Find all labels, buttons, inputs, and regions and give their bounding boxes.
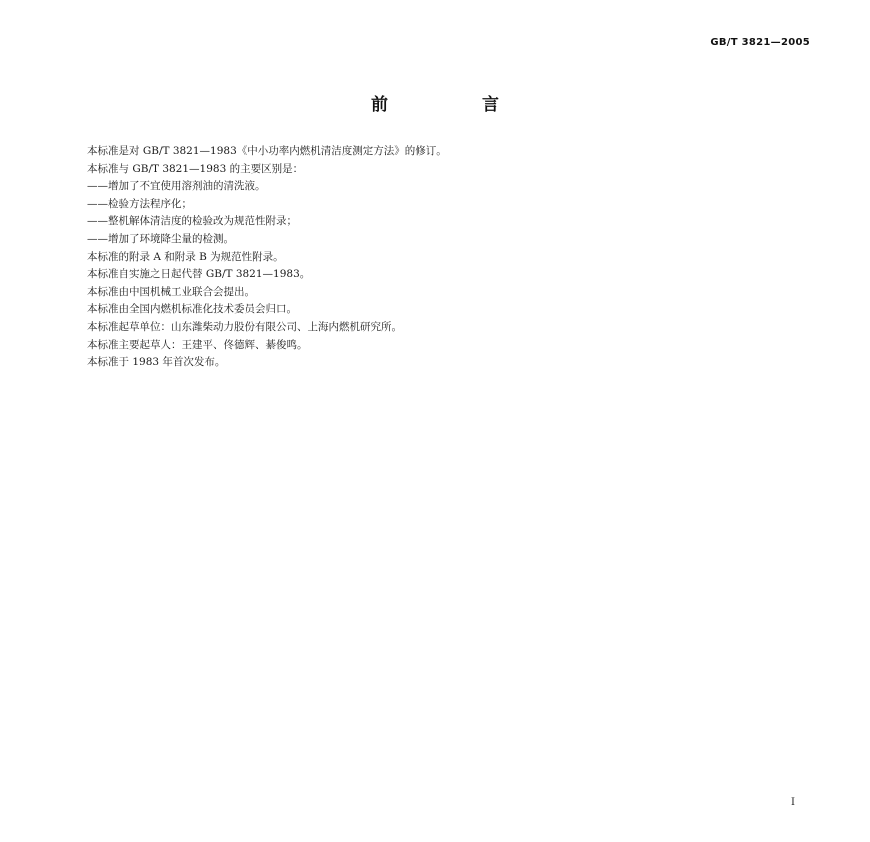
foreword-line: ——检验方法程序化； <box>87 197 192 210</box>
foreword-body <box>87 143 787 372</box>
foreword-line: 本标准自实施之日起代替 GB/T 3821—1983。 <box>87 268 311 281</box>
foreword-line: 本标准主要起草人：王建平、佟德辉、綦俊鸣。 <box>87 338 308 351</box>
foreword-title: 前 言 <box>371 95 543 115</box>
foreword-line: 本标准由全国内燃机标准化技术委员会归口。 <box>87 303 297 316</box>
foreword-line: 本标准的附录 A 和附录 B 为规范性附录。 <box>87 250 284 263</box>
foreword-line: 本标准由中国机械工业联合会提出。 <box>87 285 255 298</box>
foreword-line: 本标准起草单位：山东潍柴动力股份有限公司、上海内燃机研究所。 <box>87 320 402 333</box>
foreword-line: 本标准与 GB/T 3821—1983 的主要区别是： <box>87 162 304 175</box>
foreword-line: 本标准是对 GB/T 3821—1983《中小功率内燃机清洁度测定方法》的修订。 <box>87 145 447 157</box>
foreword-line: ——增加了不宜使用溶剂油的清洗液。 <box>87 180 266 193</box>
foreword-line: 本标准于 1983 年首次发布。 <box>87 356 226 369</box>
foreword-line: ——增加了环境降尘量的检测。 <box>87 232 234 245</box>
standard-number: GB/T 3821—2005 <box>710 37 810 48</box>
foreword-line: ——整机解体清洁度的检验改为规范性附录； <box>87 215 297 228</box>
page-number: I <box>791 797 795 808</box>
